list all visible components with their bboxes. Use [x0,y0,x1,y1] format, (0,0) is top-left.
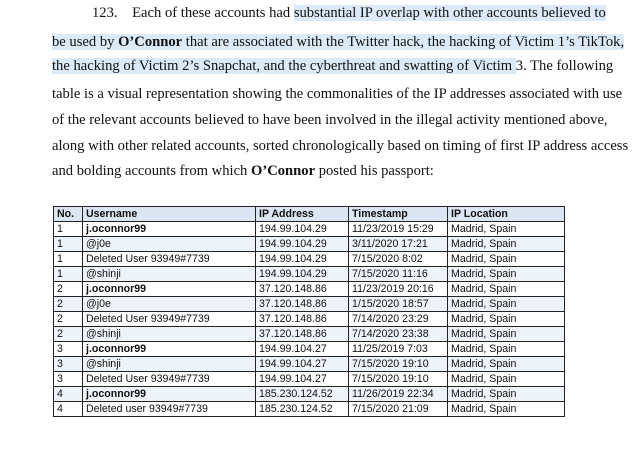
cell-no: 1 [54,252,83,267]
cell-ip-location: Madrid, Spain [448,402,565,417]
cell-ip-address: 185.230.124.52 [256,402,349,417]
cell-username: @j0e [83,297,256,312]
cell-username: Deleted user 93949#7739 [83,402,256,417]
cell-ip-address: 194.99.104.29 [256,222,349,237]
cell-no: 3 [54,357,83,372]
cell-username: j.oconnor99 [83,222,256,237]
cell-username: Deleted User 93949#7739 [83,252,256,267]
name-bold: O’Connor [118,34,183,50]
cell-ip-address: 37.120.148.86 [256,327,349,342]
table-row [54,237,565,252]
cell-ip-location: Madrid, Spain [448,312,565,327]
cell-username: @shinji [83,327,256,342]
paragraph-line-7 [52,163,434,180]
cell-ip-location: Madrid, Spain [448,387,565,402]
table-row [54,357,565,372]
cell-no: 2 [54,327,83,342]
cell-username: @j0e [83,237,256,252]
highlighted-text: that are associated with the Twitter hack, the hacking of Victim 1’s TikTok, [182,34,625,50]
table-row [54,387,565,402]
cell-username: @shinji [83,357,256,372]
cell-timestamp: 7/15/2020 8:02 [349,252,448,267]
cell-ip-address: 194.99.104.27 [256,357,349,372]
paragraph-line-6: along with other related accounts, sorted chronologically based on timing of first IP address access [52,138,629,154]
cell-no: 4 [54,402,83,417]
cell-ip-location: Madrid, Spain [448,282,565,297]
cell-ip-address: 37.120.148.86 [256,282,349,297]
cell-ip-address: 194.99.104.29 [256,252,349,267]
cell-timestamp: 11/23/2019 20:16 [349,282,448,297]
table-row [54,252,565,267]
cell-username: @shinji [83,267,256,282]
table-row [54,327,565,342]
header-username: Username [83,207,256,222]
paragraph-line-2 [52,34,624,51]
cell-username: j.oconnor99 [83,342,256,357]
ip-overlap-table [53,206,565,417]
highlighted-text: the hacking of Victim 2’s Snapchat, and the cyberthreat and swatting of Victim [52,58,516,74]
cell-timestamp: 3/11/2020 17:21 [349,237,448,252]
cell-ip-address: 194.99.104.29 [256,267,349,282]
paragraph-line-5: of the relevant accounts believed to have been involved in the illegal activity mentioned above, [52,112,608,128]
cell-username: Deleted User 93949#7739 [83,372,256,387]
cell-no: 1 [54,267,83,282]
cell-timestamp: 7/14/2020 23:29 [349,312,448,327]
table-header-row [54,207,565,222]
cell-timestamp: 1/15/2020 18:57 [349,297,448,312]
cell-ip-location: Madrid, Spain [448,252,565,267]
cell-ip-location: Madrid, Spain [448,327,565,342]
cell-ip-address: 194.99.104.27 [256,372,349,387]
cell-no: 1 [54,237,83,252]
paragraph-line-1 [92,5,606,22]
cell-no: 1 [54,222,83,237]
cell-timestamp: 11/26/2019 22:34 [349,387,448,402]
paragraph-number: 123. [92,5,118,21]
cell-ip-address: 185.230.124.52 [256,387,349,402]
cell-username: Deleted User 93949#7739 [83,312,256,327]
highlighted-text: substantial IP overlap with other accounts believed to [293,5,606,21]
cell-ip-location: Madrid, Spain [448,372,565,387]
header-no: No. [54,207,83,222]
cell-timestamp: 7/14/2020 23:38 [349,327,448,342]
header-ip-address: IP Address [256,207,349,222]
cell-no: 2 [54,282,83,297]
table-body [54,222,565,417]
cell-ip-location: Madrid, Spain [448,297,565,312]
paragraph-line-4: table is a visual representation showing the commonalities of the IP addresses associated with use [52,86,623,102]
cell-timestamp: 11/23/2019 15:29 [349,222,448,237]
cell-no: 2 [54,297,83,312]
cell-ip-location: Madrid, Spain [448,222,565,237]
table-row [54,297,565,312]
cell-no: 3 [54,372,83,387]
cell-timestamp: 7/15/2020 19:10 [349,357,448,372]
paragraph-line-3 [52,58,613,75]
table-row [54,312,565,327]
cell-ip-address: 194.99.104.27 [256,342,349,357]
table-row [54,267,565,282]
table-row [54,342,565,357]
cell-ip-location: Madrid, Spain [448,237,565,252]
cell-timestamp: 7/15/2020 21:09 [349,402,448,417]
table-row [54,222,565,237]
cell-timestamp: 7/15/2020 11:16 [349,267,448,282]
cell-no: 3 [54,342,83,357]
header-ip-location: IP Location [448,207,565,222]
text-run: 3. The following [515,58,614,74]
cell-ip-address: 37.120.148.86 [256,312,349,327]
name-bold: O’Connor [251,163,316,179]
cell-ip-location: Madrid, Spain [448,342,565,357]
table-row [54,372,565,387]
cell-no: 2 [54,312,83,327]
cell-ip-location: Madrid, Spain [448,267,565,282]
highlighted-text: be used by [52,34,119,50]
cell-timestamp: 7/15/2020 19:10 [349,372,448,387]
header-timestamp: Timestamp [349,207,448,222]
cell-username: j.oconnor99 [83,282,256,297]
cell-no: 4 [54,387,83,402]
text-run: Each of these accounts had [132,5,294,21]
cell-ip-address: 37.120.148.86 [256,297,349,312]
text-run: and bolding accounts from which [52,163,251,179]
cell-ip-location: Madrid, Spain [448,357,565,372]
cell-ip-address: 194.99.104.29 [256,237,349,252]
table-row [54,402,565,417]
cell-timestamp: 11/25/2019 7:03 [349,342,448,357]
table-row [54,282,565,297]
text-run: posted his passport: [315,163,434,179]
cell-username: j.oconnor99 [83,387,256,402]
